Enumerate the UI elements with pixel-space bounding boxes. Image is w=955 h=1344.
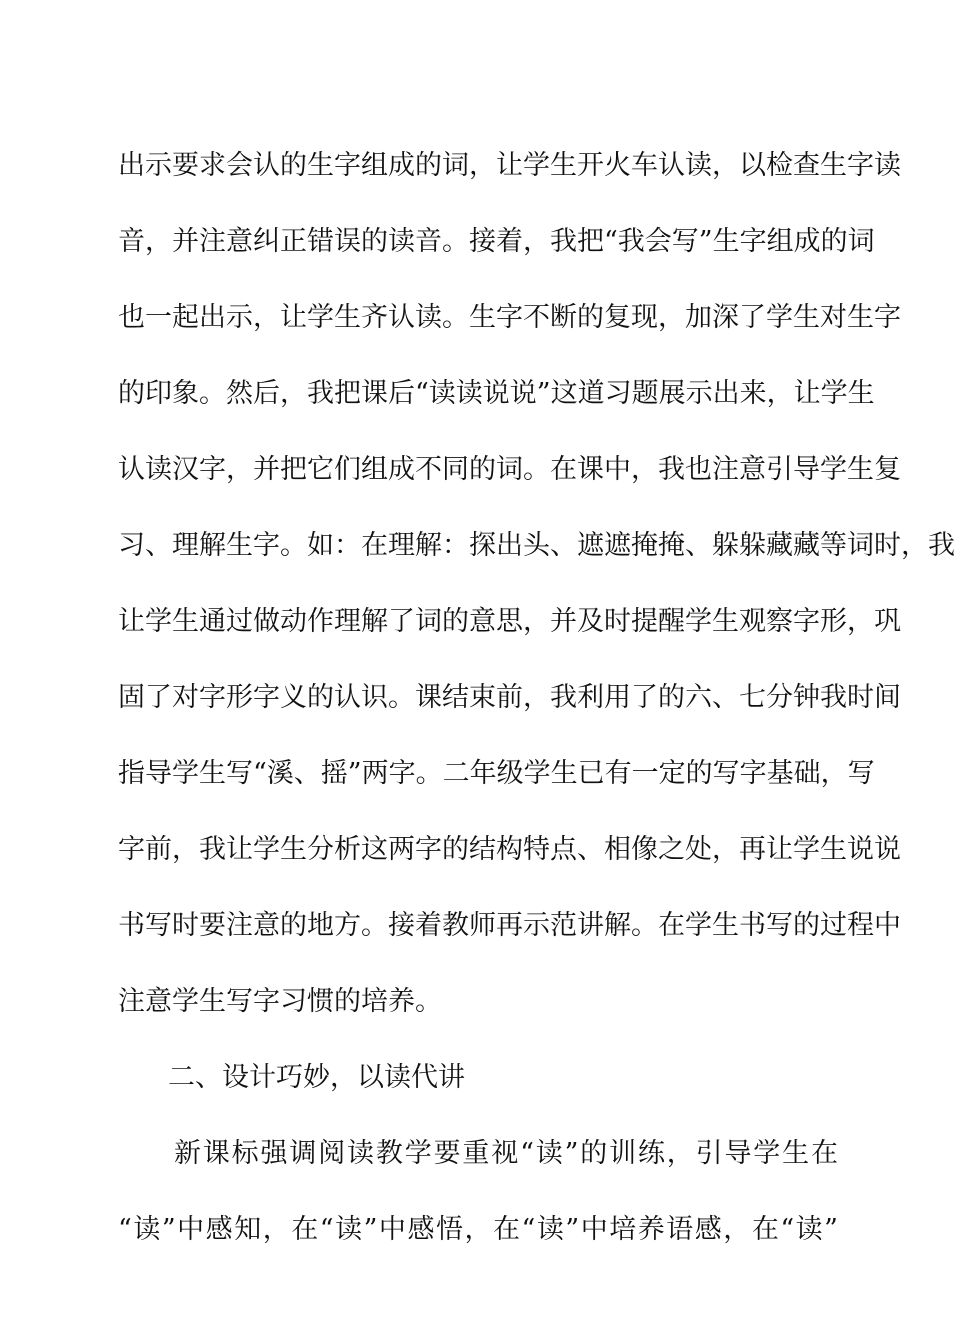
text-line: 音，并注意纠正错误的读音。接着，我把“我会写”生字组成的词 xyxy=(118,226,875,257)
text-line: 字前，我让学生分析这两字的结构特点、相像之处，再让学生说说 xyxy=(118,834,901,865)
text-line: 书写时要注意的地方。接着教师再示范讲解。在学生书写的过程中 xyxy=(118,910,901,941)
text-line: 注意学生写字习惯的培养。 xyxy=(118,986,442,1017)
text-line: “读”中感知，在“读”中感悟，在“读”中培养语感，在“读” xyxy=(118,1214,838,1245)
section-heading: 二、设计巧妙，以读代讲 xyxy=(168,1062,465,1093)
body-text xyxy=(118,128,955,1268)
text-line: 新课标强调阅读教学要重视“读”的训练，引导学生在 xyxy=(174,1138,838,1169)
text-line: 的印象。然后，我把课后“读读说说”这道习题展示出来，让学生 xyxy=(118,378,875,409)
text-line: 也一起出示，让学生齐认读。生字不断的复现，加深了学生对生字 xyxy=(118,302,901,333)
text-line: 固了对字形字义的认识。课结束前，我利用了的六、七分钟我时间 xyxy=(118,682,901,713)
text-line: 出示要求会认的生字组成的词，让学生开火车认读，以检查生字读 xyxy=(118,150,901,181)
text-line: 认读汉字，并把它们组成不同的词。在课中，我也注意引导学生复 xyxy=(118,454,901,485)
text-line: 指导学生写“溪、摇”两字。二年级学生已有一定的写字基础，写 xyxy=(118,758,875,789)
text-line: 让学生通过做动作理解了词的意思，并及时提醒学生观察字形，巩 xyxy=(118,606,901,637)
text-line: 习、理解生字。如：在理解：探出头、遮遮掩掩、躲躲藏藏等词时，我 xyxy=(118,530,955,561)
